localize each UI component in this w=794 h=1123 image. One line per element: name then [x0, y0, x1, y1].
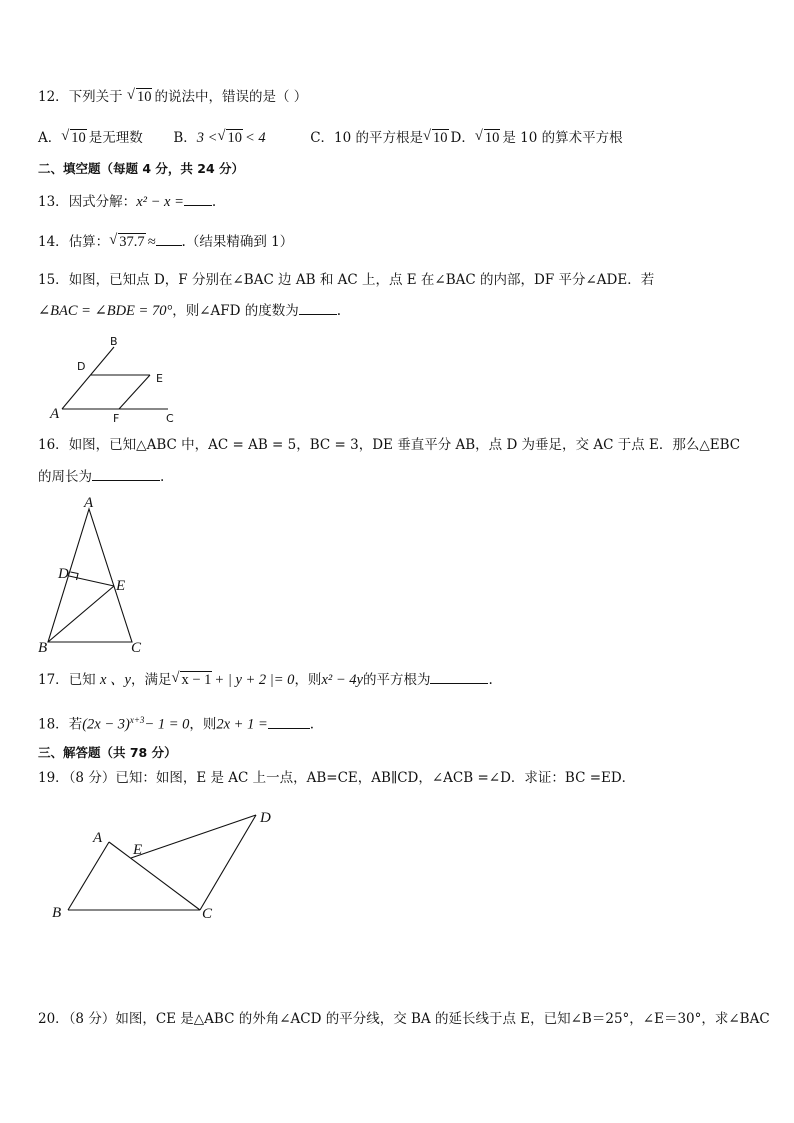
q15-expression: ∠BAC = ∠BDE = 70° [38, 303, 173, 319]
q13-tail: . [211, 194, 217, 210]
label-D: D [77, 360, 86, 373]
sqrt-symbol: √ 10 [423, 128, 448, 146]
sqrt-symbol: √ 10 [217, 128, 242, 146]
q18-number: 18． [38, 716, 69, 733]
q18-expression2: 2x + 1 = [216, 716, 268, 733]
option-b-radicand: 10 [227, 130, 242, 146]
label-D: D [260, 810, 271, 826]
sqrt-symbol: √ 10 [61, 128, 86, 146]
label-B: B [52, 905, 62, 921]
label-C: C [131, 640, 142, 656]
section-heading-fill-in: 二、填空题（每题 4 分，共 24 分） [38, 161, 245, 176]
label-E: E [156, 372, 163, 385]
q14-tail: .（结果精确到 1） [181, 234, 294, 250]
q17-number: 17． [38, 672, 69, 688]
q17-vars: x 、y [99, 672, 131, 688]
q15-line2-text: ，则∠AFD 的度数为 [172, 303, 299, 319]
sqrt-symbol: √ 37.7 [109, 232, 145, 250]
label-E: E [116, 578, 126, 594]
q17-mid: ，满足 [130, 672, 172, 688]
sqrt-symbol: √ x − 1 [171, 670, 212, 688]
q16-line2-text: 的周长为 [38, 469, 92, 485]
q15-tail: . [336, 303, 342, 319]
q16-line1-text: 如图，已知△ABC 中，AC = AB = 5，BC = 3，DE 垂直平分 AB，点 D 为垂足，交 AC 于点 E．那么△EBC [68, 437, 741, 453]
segment-ac [109, 842, 200, 910]
q17-expression: + | y + 2 |= 0 [214, 672, 295, 688]
q13-text: 因式分解： [68, 194, 137, 210]
label-A: A [50, 406, 60, 422]
q18-base: (2x − 3) [82, 716, 130, 733]
q14-number: 14． [38, 234, 69, 250]
q14-approx: ≈ [147, 234, 156, 250]
q20-number: 20． [38, 1011, 69, 1027]
q18-rest: − 1 = 0 [144, 716, 190, 733]
q13-expression: x² − x = [136, 194, 184, 210]
label-B: B [38, 640, 48, 656]
sqrt-symbol: √ 10 [474, 128, 500, 146]
q18-tail: . [309, 716, 315, 733]
option-d-label: D． [450, 130, 475, 146]
q16-number: 16． [38, 437, 69, 453]
q19-number: 19． [38, 770, 69, 786]
q14-text: 估算： [68, 234, 110, 250]
label-E: E [133, 842, 143, 858]
q12-pre: 下列关于 [68, 89, 123, 105]
question-20 [38, 1010, 770, 1028]
q18-exponent: x+3 [129, 715, 145, 725]
option-c-label: C．10 的平方根是 [310, 130, 424, 146]
q20-text: （8 分）如图，CE 是△ABC 的外角∠ACD 的平分线，交 BA 的延长线于点 E，已知∠B＝25°，∠E＝30°，求∠BAC [68, 1011, 770, 1027]
label-A: A [93, 830, 103, 846]
q12-number: 12． [38, 89, 69, 105]
q18-pre: 若 [68, 716, 83, 733]
option-b-right: < 4 [244, 130, 266, 146]
q13-number: 13． [38, 194, 69, 210]
label-D: D [58, 566, 69, 582]
q18-mid: ，则 [189, 716, 217, 733]
q17-tail: . [488, 672, 493, 688]
segment-cd [200, 815, 256, 910]
label-C: C [202, 906, 213, 922]
q17-post2: 的平方根为 [362, 672, 431, 688]
segment-ed [131, 815, 256, 858]
label-F: F [113, 412, 120, 425]
option-c-radicand: 10 [433, 130, 448, 146]
option-b-label: B． [173, 130, 197, 146]
section-heading-solutions: 三、解答题（共 78 分） [38, 745, 177, 760]
q12-post: 的说法中，错误的是（ ） [154, 89, 308, 105]
q17-expression2: x² − 4y [321, 672, 363, 688]
label-B: B [110, 335, 118, 348]
q17-pre: 已知 [68, 672, 96, 688]
q17-radicand: x − 1 [181, 672, 212, 688]
q14-radicand: 37.7 [119, 234, 145, 250]
q17-post: ，则 [294, 672, 322, 688]
option-b-left: 3 < [196, 130, 218, 146]
option-d-radicand: 10 [484, 130, 500, 146]
option-a-radicand: 10 [71, 130, 86, 146]
option-d-text: 是 10 的算术平方根 [502, 130, 623, 146]
q12-radicand: 10 [136, 89, 152, 105]
segment-ab [68, 842, 109, 910]
q15-line1-text: 如图，已知点 D，F 分别在∠BAC 边 AB 和 AC 上，点 E 在∠BAC 的内部，DF 平分∠ADE．若 [68, 272, 655, 288]
label-A: A [84, 495, 94, 511]
option-a-text: 是无理数 [88, 130, 143, 146]
option-a-label: A． [38, 130, 62, 146]
sqrt-symbol: √ 10 [126, 87, 152, 105]
q19-text: （8 分）已知：如图，E 是 AC 上一点，AB=CE，AB∥CD，∠ACB =∠D．求证：BC =ED． [68, 770, 636, 786]
label-C: C [166, 412, 174, 425]
q15-number: 15． [38, 272, 69, 288]
q16-tail: . [160, 469, 165, 485]
